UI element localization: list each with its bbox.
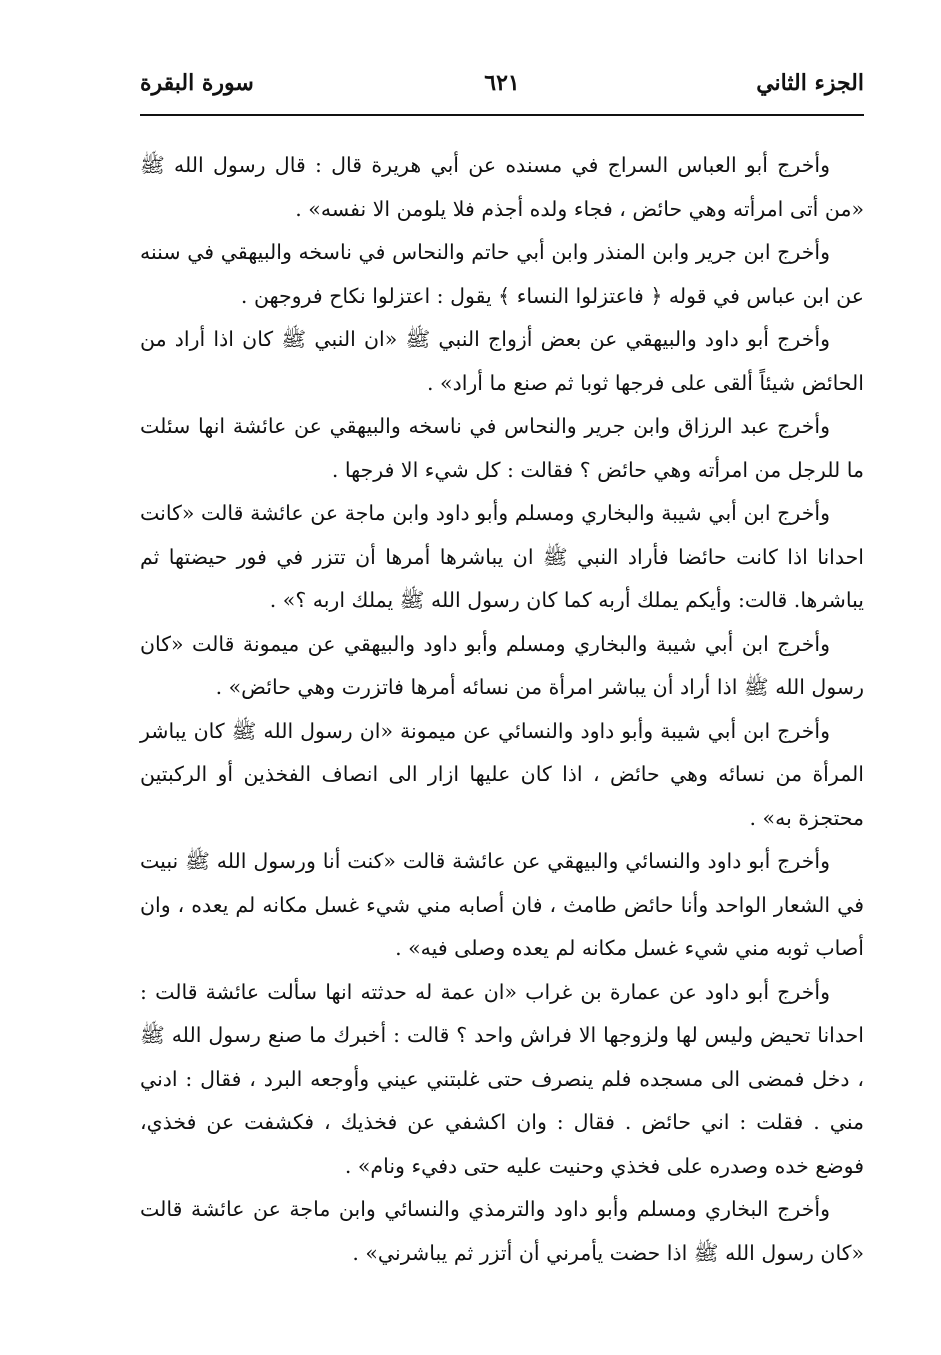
paragraph: وأخرج أبو داود والبيهقي عن بعض أزواج النبي ﷺ «ان النبي ﷺ كان اذا أراد من الحائض شيئاً ألقى على فرجها ثوبا ثم صنع ما أراد» . <box>140 327 864 395</box>
page-number: ٦٢١ <box>484 70 520 96</box>
paragraph: وأخرج عبد الرزاق وابن جرير والنحاس في ناسخه والبيهقي عن عائشة انها سئلت ما للرجل من امرأته وهي حائض ؟ فقالت : كل شيء الا فرجها . <box>140 414 864 482</box>
part-title: الجزء الثاني <box>756 70 864 96</box>
paragraph: وأخرج أبو العباس السراج في مسنده عن أبي هريرة قال : قال رسول الله ﷺ «من أتى امرأته وهي حائض ، فجاء ولده أجذم فلا يلومن الا نفسه» . <box>140 153 864 221</box>
paragraph: وأخرج أبو داود والنسائي والبيهقي عن عائشة قالت «كنت أنا ورسول الله ﷺ نبيت في الشعار الواحد وأنا حائض طامث ، فان أصابه مني شيء غسل مكانه لم يعده ، وان أصاب ثوبه مني شيء غسل مكانه لم يعده وصلى فيه» . <box>140 849 864 960</box>
paragraph: وأخرج البخاري ومسلم وأبو داود والترمذي والنسائي وابن ماجة عن عائشة قالت «كان رسول الله ﷺ اذا حضت يأمرني أن أتزر ثم يباشرني» . <box>140 1197 864 1265</box>
surah-title: سورة البقرة <box>140 70 254 96</box>
paragraph: وأخرج ابن جرير وابن المنذر وابن أبي حاتم والنحاس في ناسخه والبيهقي في سننه عن ابن عباس في قوله ﴿ فاعتزلوا النساء ﴾ يقول : اعتزلوا نكاح فروجهن . <box>140 240 864 308</box>
paragraph: وأخرج ابن أبي شيبة والبخاري ومسلم وأبو داود والبيهقي عن ميمونة قالت «كان رسول الله ﷺ اذا أراد أن يباشر امرأة من نسائه أمرها فاتزرت وهي حائض» . <box>140 631 864 699</box>
page-body <box>140 144 864 1275</box>
page <box>140 58 864 1275</box>
paragraph: وأخرج ابن أبي شيبة وأبو داود والنسائي عن ميمونة «ان رسول الله ﷺ كان يباشر المرأة من نسائه وهي حائض ، اذا كان عليها ازار الى انصاف الفخذين أو الركبتين محتجزة به» . <box>140 718 864 830</box>
page-header <box>140 58 864 116</box>
paragraph: وأخرج أبو داود عن عمارة بن غراب «ان عمة له حدثته انها سألت عائشة قالت : احدانا تحيض وليس لها ولزوجها الا فراش واحد ؟ قالت : أخبرك ما صنع رسول الله ﷺ ، دخل فمضى الى مسجده فلم ينصرف حتى غلبتني عيني وأوجعه البرد ، فقال : ادني مني . فقلت : اني حائض . فقال : وان اكشفي عن فخذيك ، فكشفت عن فخذي، فوضع خده وصدره على فخذي وحنيت عليه حتى دفيء ونام» . <box>140 979 864 1178</box>
paragraph: وأخرج ابن أبي شيبة والبخاري ومسلم وأبو داود وابن ماجة عن عائشة قالت «كانت احدانا اذا كانت حائضا فأراد النبي ﷺ ان يباشرها أمرها أن تتزر في فور حيضتها ثم يباشرها. قالت: وأيكم يملك أربه كما كان رسول الله ﷺ يملك اربه ؟» . <box>140 501 864 612</box>
